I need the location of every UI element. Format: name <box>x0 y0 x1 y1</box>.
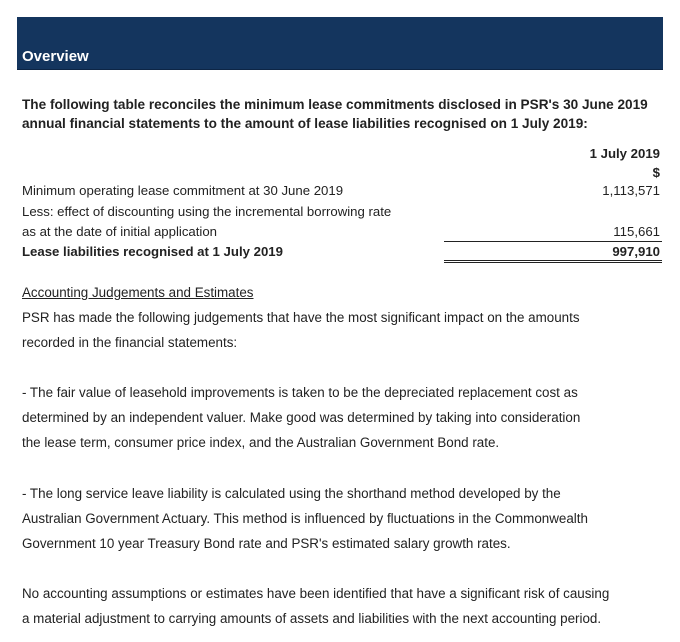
row-label: Minimum operating lease commitment at 30 June 2019 <box>22 183 344 198</box>
section-title: Overview <box>22 48 89 65</box>
row-value: 1,113,571 <box>602 183 660 198</box>
row-label: Less: effect of discounting using the incremental borrowing rate <box>22 204 392 219</box>
paragraph-line: the lease term, consumer price index, and the Australian Government Bond rate. <box>22 435 500 450</box>
judgement-bullet <box>22 380 668 455</box>
subtotal-rule <box>444 241 662 242</box>
judgements-section <box>22 283 668 355</box>
total-rule-upper <box>444 260 662 261</box>
lease-reconciliation-table <box>22 0 662 270</box>
judgement-bullet <box>22 481 668 556</box>
row-label: as at the date of initial application <box>22 224 218 239</box>
paragraph-line: Government 10 year Treasury Bond rate and PSR's estimated salary growth rates. <box>22 536 511 551</box>
row-value: 997,910 <box>612 244 660 259</box>
row-value: 115,661 <box>613 224 660 239</box>
intro-line: The following table reconciles the minimum lease commitments disclosed in PSR's 30 June 2019 <box>22 97 648 112</box>
paragraph-line: PSR has made the following judgements that have the most significant impact on the amounts <box>22 310 580 325</box>
closing-paragraph <box>22 581 668 631</box>
column-header: 1 July 2019 <box>589 146 660 161</box>
section-heading: Accounting Judgements and Estimates <box>22 285 254 300</box>
paragraph-line: - The fair value of leasehold improvements is taken to be the depreciated replacement cost as <box>22 385 578 400</box>
paragraph-line: Australian Government Actuary. This method is influenced by fluctuations in the Commonwealth <box>22 511 588 526</box>
paragraph-line: recorded in the financial statements: <box>22 335 238 350</box>
unit-row <box>22 164 662 182</box>
table-row <box>22 223 662 241</box>
table-row <box>22 203 662 221</box>
column-unit: $ <box>652 165 660 180</box>
paragraph-line: No accounting assumptions or estimates have been identified that have a significant risk of causing <box>22 586 610 601</box>
paragraph-line: determined by an independent valuer. Make good was determined by taking into consideration <box>22 410 581 425</box>
paragraph-line: a material adjustment to carrying amounts of assets and liabilities with the next accounting period. <box>22 611 602 626</box>
table-total-row <box>22 243 662 261</box>
paragraph-line: - The long service leave liability is calculated using the shorthand method developed by the <box>22 486 561 501</box>
column-header-row <box>22 145 662 163</box>
total-rule-lower <box>444 262 662 263</box>
row-label: Lease liabilities recognised at 1 July 2019 <box>22 244 283 259</box>
table-row <box>22 182 662 200</box>
intro-line: annual financial statements to the amount of lease liabilities recognised on 1 July 2019: <box>22 116 588 131</box>
